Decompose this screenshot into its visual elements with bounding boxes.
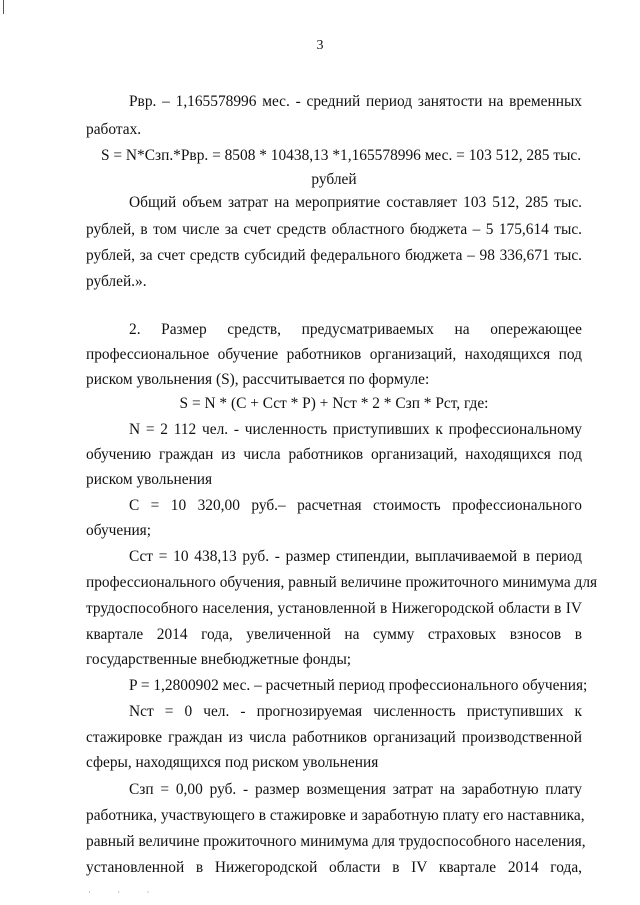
page-number: 3: [316, 38, 324, 53]
text-line: P = 1,2800902 мес. – расчетный период профессионального обучения;: [129, 677, 588, 694]
text-line: Сст = 10 438,13 руб. - размер стипендии, выплачиваемой в период: [129, 548, 582, 565]
text-line: Общий объем затрат на мероприятие составляет 103 512, 285 тыс.: [129, 194, 582, 211]
text-line: квартале 2014 года, увеличенной на сумму страховых взносов в: [86, 626, 582, 643]
text-line: профессиональное обучение работников организаций, находящихся под: [86, 346, 582, 363]
scan-specks: · · ·: [88, 887, 162, 897]
text-line: сферы, находящихся под риском увольнения: [86, 754, 379, 771]
text-line: Рвр. – 1,165578996 мес. - средний период занятости на временных: [129, 93, 582, 110]
text-line: N = 2 112 чел. - численность приступивших к профессиональному: [129, 421, 582, 438]
text-line: риском увольнения: [86, 471, 213, 488]
formula-line: S = N * (C + Сст * P) + Nст * 2 * Сзп * Рст, где:: [179, 395, 489, 412]
text-line: рублей, в том числе за счет средств областного бюджета – 5 175,614 тыс.: [86, 221, 582, 238]
text-line: работника, участвующего в стажировке и заработную плату его наставника,: [86, 807, 585, 824]
text-line: C = 10 320,00 руб.– расчетная стоимость профессионального: [129, 497, 582, 514]
text-line: государственные внебюджетные фонды;: [86, 651, 352, 668]
formula-line: S = N*Сзп.*Рвр. = 8508 * 10438,13 *1,165578996 мес. = 103 512, 285 тыс.: [101, 147, 582, 164]
text-line: рублей.».: [86, 273, 147, 290]
text-line: трудоспособного населения, установленной в Нижегородской области в IV: [86, 600, 582, 617]
section-heading-line: 2. Размер средств, предусматриваемых на опережающее: [129, 321, 582, 338]
text-line: равный величине прожиточного минимума для трудоспособного населения,: [86, 833, 586, 850]
text-line: обучения;: [86, 522, 152, 539]
text-line: рублей: [311, 171, 357, 188]
text-line: профессионального обучения, равный величине прожиточного минимума для: [86, 574, 598, 591]
text-line: Сзп = 0,00 руб. - размер возмещения затрат на заработную плату: [129, 781, 582, 798]
text-line: Nст = 0 чел. - прогнозируемая численность приступивших к: [129, 703, 582, 720]
text-line: обучению граждан из числа работников организаций, находящихся под: [86, 446, 582, 463]
text-line: стажировке граждан из числа работников организаций производственной: [86, 729, 582, 746]
text-line: установленной в Нижегородской области в IV квартале 2014 года,: [86, 859, 582, 876]
text-line: риском увольнения (S), рассчитывается по формуле:: [86, 371, 430, 388]
text-line: работах.: [86, 121, 142, 138]
scan-edge-mark: [3, 0, 4, 14]
text-line: рублей, за счет средств субсидий федерального бюджета – 98 336,671 тыс.: [86, 247, 582, 264]
